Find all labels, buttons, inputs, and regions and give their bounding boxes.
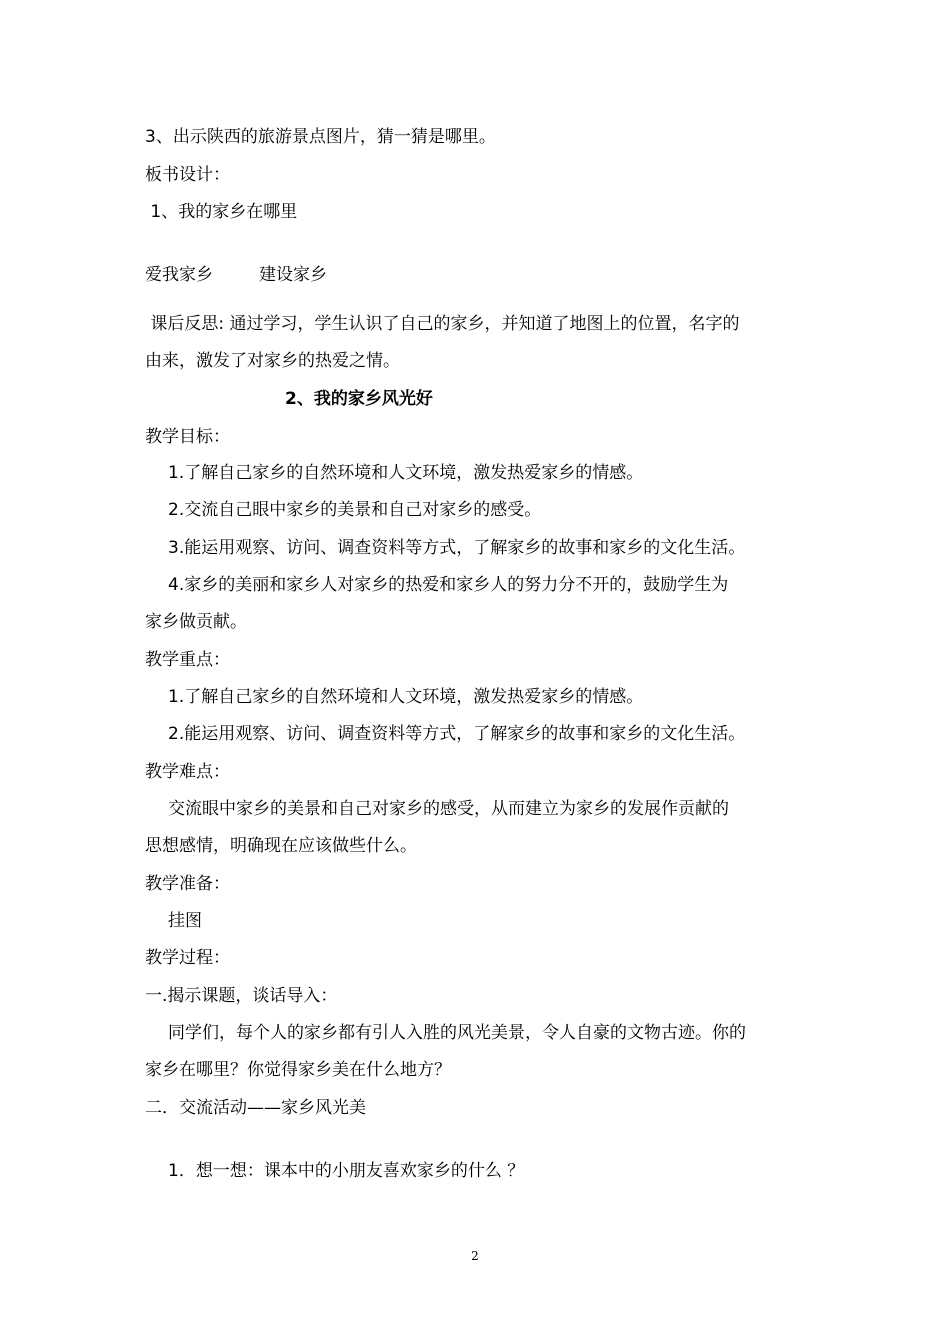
page-number: 2	[471, 1249, 479, 1263]
section-heading: 教学准备：	[145, 874, 230, 894]
reflection-paragraph: 课后反思: 通过学习，学生认识了自己的家乡，并知道了地图上的位置，名字的	[145, 314, 740, 334]
paragraph-continued: 家乡在哪里？你觉得家乡美在什么地方？	[145, 1060, 451, 1080]
list-item-continued: 家乡做贡献。	[145, 612, 247, 632]
board-design-line: 1、我的家乡在哪里	[145, 202, 298, 222]
list-item: 1．想一想：课本中的小朋友喜欢家乡的什么 ？	[168, 1161, 525, 1181]
reflection-paragraph-continued: 由来，激发了对家乡的热爱之情。	[145, 351, 400, 371]
list-item: 4.家乡的美丽和家乡人对家乡的热爱和家乡人的努力分不开的，鼓励学生为	[168, 575, 729, 595]
board-design-words	[145, 264, 327, 286]
section-heading: 教学目标：	[145, 427, 230, 447]
list-item: 2.能运用观察、访问、调查资料等方式，了解家乡的故事和家乡的文化生活。	[168, 724, 746, 744]
section-heading: 教学过程：	[145, 948, 230, 968]
section-heading: 板书设计：	[145, 165, 230, 185]
list-item: 1.了解自己家乡的自然环境和人文环境，激发热爱家乡的情感。	[168, 687, 644, 707]
sub-heading: 一.揭示课题，谈话导入：	[145, 986, 338, 1006]
section-heading: 教学重点：	[145, 650, 230, 670]
paragraph: 同学们，每个人的家乡都有引人入胜的风光美景，令人自豪的文物古迹。你的	[168, 1023, 746, 1043]
board-word: 爱我家乡	[145, 265, 213, 285]
paragraph: 3、出示陕西的旅游景点图片，猜一猜是哪里。	[145, 127, 496, 147]
section-heading: 教学难点：	[145, 762, 230, 782]
paragraph-continued: 思想感情，明确现在应该做些什么。	[145, 836, 417, 856]
board-word: 建设家乡	[259, 265, 327, 285]
list-item: 2.交流自己眼中家乡的美景和自己对家乡的感受。	[168, 500, 542, 520]
paragraph: 交流眼中家乡的美景和自己对家乡的感受，从而建立为家乡的发展作贡献的	[168, 799, 729, 819]
paragraph: 挂图	[168, 911, 202, 931]
sub-heading: 二．交流活动——家乡风光美	[145, 1098, 366, 1118]
list-item: 3.能运用观察、访问、调查资料等方式，了解家乡的故事和家乡的文化生活。	[168, 538, 746, 558]
list-item: 1.了解自己家乡的自然环境和人文环境，激发热爱家乡的情感。	[168, 463, 644, 483]
lesson-title: 2、我的家乡风光好	[285, 389, 433, 409]
